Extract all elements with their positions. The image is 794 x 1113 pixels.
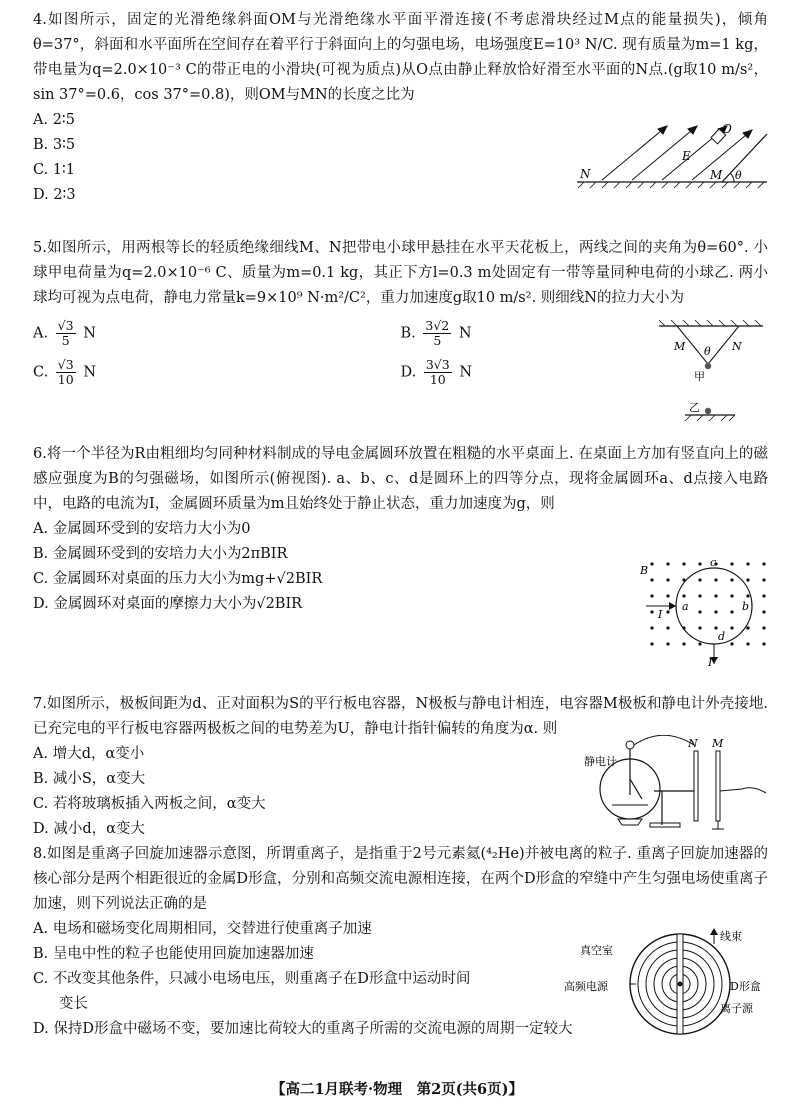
ball-jia: [705, 363, 711, 369]
page-footer: 【高二1月联考·物理 第2页(共6页)】: [270, 1081, 524, 1098]
question-5-figure: [655, 318, 767, 434]
label-d: d: [718, 630, 726, 643]
hand: [720, 788, 766, 793]
plate-m: [716, 751, 720, 821]
ball-yi: [705, 408, 711, 414]
question-8-option-c[interactable]: C. 不改变其他条件，只减小电场电压，则重离子在D形盒中运动时间: [33, 971, 471, 987]
label-e: E: [682, 149, 691, 163]
question-8-option-a[interactable]: A. 电场和磁场变化周期相同，交替进行使重离子加速: [33, 921, 372, 937]
question-4-option-c[interactable]: C. 1∶1: [33, 162, 76, 178]
question-6-option-a[interactable]: A. 金属圆环受到的安培力大小为0: [33, 521, 251, 537]
question-4-figure: [572, 120, 772, 192]
label-m: M: [710, 168, 723, 182]
question-4-option-d[interactable]: D. 2∶3: [33, 187, 76, 203]
label-dbox: D形盒: [730, 980, 761, 993]
label-a: a: [682, 600, 689, 613]
label-beam: 线束: [720, 930, 742, 943]
plate-n: [694, 751, 698, 821]
question-7-option-a[interactable]: A. 增大d，α变小: [33, 746, 145, 762]
label-m: M: [674, 340, 686, 353]
connecting-wire: [634, 735, 694, 745]
question-7-stem: 7.如图所示，极板间距为d、正对面积为S的平行板电容器，N极板与静电计相连，电容器M极板和静电计外壳接地. 已充完电的平行板电容器两极板之间的电势差为U，静电计指针偏转的角度为α. 则: [33, 696, 768, 737]
question-5-option-b[interactable]: B. $\frac{3√2}{5}$ N: [400, 318, 472, 348]
question-8-option-b[interactable]: B. 呈电中性的粒子也能使用回旋加速器加速: [33, 946, 314, 962]
electrometer-needle: [630, 779, 642, 799]
question-5-stem: 5.如图所示，用两根等长的轻质绝缘细线M、N把带电小球甲悬挂在水平天花板上，两线之间的夹角为θ=60°. 小球甲电荷量为q=2.0×10⁻⁶ C、质量为m=0.1 kg，其正下方l=0.3 m处固定有一带等量同种电荷的小球乙. 两小球均可视为点电荷，静电力常量k=9×10⁹ N·m²/C²，重力加速度g取10 m/s². 则细线N的拉力大小为: [33, 240, 768, 306]
label-theta: θ: [704, 345, 711, 358]
label-theta: θ: [735, 169, 742, 182]
label-source: 离子源: [720, 1002, 753, 1015]
question-4-option-a[interactable]: A. 2∶5: [33, 112, 75, 128]
label-o: O: [722, 122, 732, 136]
question-5-option-d[interactable]: D. $\frac{3√3}{10}$ N: [400, 357, 472, 387]
question-6-option-d[interactable]: D. 金属圆环对桌面的摩擦力大小为√2BIR: [33, 596, 303, 612]
question-6-stem: 6.将一个半径为R由粗细均匀同种材料制成的导电金属圆环放置在粗糙的水平桌面上. 在桌面上方加有竖直向上的磁感应强度为B的匀强磁场，如图所示(俯视图). a、b、c、d是圆环上的四等分点，现将金属圆环a、d点接入电路中，电路的电流为I，金属圆环质量为m且始终处于静止状态，重力加速度为g，则: [33, 446, 768, 512]
question-6-figure: [638, 556, 770, 668]
label-i-out: I: [708, 656, 713, 668]
label-yi: 乙: [689, 401, 700, 414]
label-i-in: I: [658, 608, 663, 621]
ion-source: [678, 982, 683, 987]
question-6-option-b[interactable]: B. 金属圆环受到的安培力大小为2πBIR: [33, 546, 288, 562]
question-4-option-b[interactable]: B. 3∶5: [33, 137, 76, 153]
label-n: N: [580, 167, 591, 181]
label-power: 高频电源: [564, 980, 608, 993]
label-electrometer: 静电计: [584, 755, 617, 768]
question-7-figure: [582, 735, 770, 833]
label-vacuum: 真空室: [580, 944, 613, 957]
question-5-option-a[interactable]: A. $\frac{√3}{5}$ N: [33, 318, 96, 348]
question-5-option-c[interactable]: C. $\frac{√3}{10}$ N: [33, 357, 97, 387]
label-n: N: [732, 340, 742, 353]
question-8-figure: [562, 926, 768, 1038]
question-7-option-c[interactable]: C. 若将玻璃板插入两板之间，α变大: [33, 796, 266, 812]
label-b-field: B: [640, 564, 649, 577]
label-jia: 甲: [694, 370, 705, 383]
label-b: b: [742, 600, 750, 613]
question-7-option-d[interactable]: D. 减小d，α变大: [33, 821, 145, 837]
label-m: M: [712, 737, 724, 750]
question-6-option-c[interactable]: C. 金属圆环对桌面的压力大小为mg+√2BIR: [33, 571, 323, 587]
question-7-option-b[interactable]: B. 减小S，α变大: [33, 771, 146, 787]
label-c: c: [710, 556, 717, 569]
question-8-option-d[interactable]: D. 保持D形盒中磁场不变，要加速比荷较大的重离子所需的交流电源的周期一定较大: [33, 1021, 573, 1037]
question-4-stem: 4.如图所示，固定的光滑绝缘斜面OM与光滑绝缘水平面平滑连接(不考虑滑块经过M点的能量损失)，倾角θ=37°，斜面和水平面所在空间存在着平行于斜面向上的匀强电场，电场强度E=10³ N/C. 现有质量为m=1 kg，带电量为q=2.0×10⁻³ C的带正电的小滑块(可视为质点)从O点由静止释放恰好滑至水平面的N点.(g取10 m/s²，sin 37°=0.6，cos 37°=0.8)，则OM与MN的长度之比为: [33, 12, 768, 103]
label-n: N: [688, 737, 698, 750]
question-8-stem: 8.如图是重离子回旋加速器示意图，所谓重离子，是指重于2号元素氦(⁴₂He)并被电离的粒子. 重离子回旋加速器的核心部分是两个相距很近的金属D形盒，分别和高频交流电源相连接，在两个D形盒的窄缝中产生匀强电场使重离子加速，则下列说法正确的是: [33, 846, 768, 912]
question-8-option-c-cont: 变长: [59, 996, 88, 1012]
